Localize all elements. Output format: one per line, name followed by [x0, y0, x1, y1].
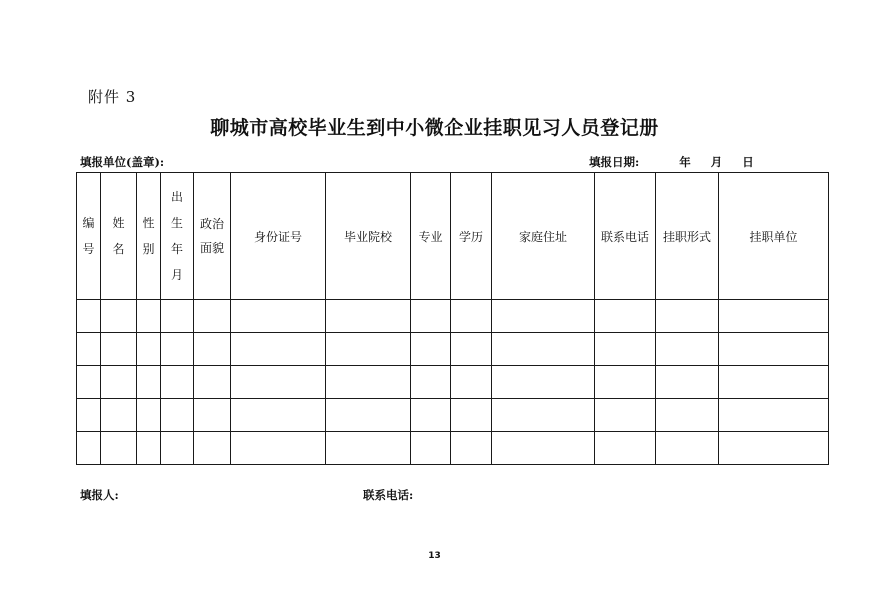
table-cell-major[interactable]	[411, 366, 451, 399]
contact-phone-label: 联系电话:	[363, 488, 414, 502]
table-cell-school[interactable]	[326, 399, 411, 432]
header-education: 学历	[451, 173, 492, 300]
header-major: 专业	[411, 173, 451, 300]
header-phone: 联系电话	[595, 173, 656, 300]
table-row	[77, 432, 829, 465]
register-table	[76, 172, 829, 465]
table-cell-school[interactable]	[326, 366, 411, 399]
table-cell-school[interactable]	[326, 333, 411, 366]
filler-label: 填报人:	[80, 488, 119, 502]
table-cell-address[interactable]	[492, 300, 595, 333]
table-cell-name[interactable]	[101, 366, 137, 399]
page-number: 13	[428, 551, 441, 561]
table-cell-number[interactable]	[77, 399, 101, 432]
attachment-label: 附件 3	[88, 88, 137, 106]
table-cell-gender[interactable]	[137, 333, 161, 366]
table-cell-political_status[interactable]	[194, 399, 231, 432]
fill-date-month: 月	[710, 155, 723, 169]
table-cell-number[interactable]	[77, 300, 101, 333]
header-id-number: 身份证号	[231, 173, 326, 300]
table-cell-address[interactable]	[492, 432, 595, 465]
table-cell-form[interactable]	[656, 333, 719, 366]
table-cell-unit[interactable]	[719, 399, 829, 432]
table-cell-gender[interactable]	[137, 300, 161, 333]
header-label: 出 生 年 月	[170, 190, 183, 282]
fill-date-year: 年	[679, 155, 691, 169]
table-cell-id_number[interactable]	[231, 432, 326, 465]
table-cell-political_status[interactable]	[194, 300, 231, 333]
table-cell-number[interactable]	[77, 333, 101, 366]
table-cell-education[interactable]	[451, 300, 492, 333]
header-form: 挂职形式	[656, 173, 719, 300]
table-row	[77, 399, 829, 432]
table-cell-major[interactable]	[411, 399, 451, 432]
table-cell-gender[interactable]	[137, 366, 161, 399]
table-cell-political_status[interactable]	[194, 366, 231, 399]
table-cell-gender[interactable]	[137, 399, 161, 432]
header-label: 编 号	[82, 216, 95, 256]
table-cell-unit[interactable]	[719, 366, 829, 399]
page-title: 聊城市高校毕业生到中小微企业挂职见习人员登记册	[210, 117, 659, 139]
table-row	[77, 333, 829, 366]
header-political-status	[194, 173, 231, 300]
table-cell-major[interactable]	[411, 300, 451, 333]
fill-unit-label: 填报单位(盖章):	[80, 155, 165, 169]
table-cell-education[interactable]	[451, 333, 492, 366]
table-cell-school[interactable]	[326, 300, 411, 333]
table-cell-name[interactable]	[101, 333, 137, 366]
table-cell-major[interactable]	[411, 333, 451, 366]
table-cell-phone[interactable]	[595, 333, 656, 366]
table-cell-number[interactable]	[77, 432, 101, 465]
table-cell-birth[interactable]	[161, 300, 194, 333]
table-cell-id_number[interactable]	[231, 333, 326, 366]
header-birth	[161, 173, 194, 300]
table-cell-political_status[interactable]	[194, 432, 231, 465]
table-cell-name[interactable]	[101, 399, 137, 432]
table-cell-phone[interactable]	[595, 399, 656, 432]
register-body	[77, 300, 829, 465]
table-cell-address[interactable]	[492, 333, 595, 366]
table-cell-address[interactable]	[492, 366, 595, 399]
table-cell-unit[interactable]	[719, 432, 829, 465]
table-cell-name[interactable]	[101, 300, 137, 333]
fill-date-day: 日	[742, 155, 754, 169]
fill-date	[589, 154, 754, 170]
table-cell-major[interactable]	[411, 432, 451, 465]
table-cell-form[interactable]	[656, 432, 719, 465]
header-label: 姓 名	[112, 216, 125, 256]
header-unit: 挂职单位	[719, 173, 829, 300]
table-cell-number[interactable]	[77, 366, 101, 399]
header-name	[101, 173, 137, 300]
table-cell-phone[interactable]	[595, 366, 656, 399]
table-cell-phone[interactable]	[595, 432, 656, 465]
table-cell-birth[interactable]	[161, 333, 194, 366]
table-cell-unit[interactable]	[719, 300, 829, 333]
header-label: 政治 面貌	[199, 217, 224, 255]
table-cell-name[interactable]	[101, 432, 137, 465]
table-cell-gender[interactable]	[137, 432, 161, 465]
table-cell-unit[interactable]	[719, 333, 829, 366]
table-cell-form[interactable]	[656, 300, 719, 333]
table-row	[77, 366, 829, 399]
table-cell-birth[interactable]	[161, 399, 194, 432]
table-cell-id_number[interactable]	[231, 366, 326, 399]
table-cell-education[interactable]	[451, 432, 492, 465]
table-cell-form[interactable]	[656, 399, 719, 432]
table-cell-id_number[interactable]	[231, 300, 326, 333]
header-address: 家庭住址	[492, 173, 595, 300]
table-cell-form[interactable]	[656, 366, 719, 399]
header-label: 性 别	[142, 216, 155, 256]
header-row	[77, 173, 829, 300]
header-school: 毕业院校	[326, 173, 411, 300]
table-cell-birth[interactable]	[161, 366, 194, 399]
header-gender	[137, 173, 161, 300]
table-cell-address[interactable]	[492, 399, 595, 432]
fill-date-label: 填报日期:	[589, 155, 640, 169]
table-row	[77, 300, 829, 333]
table-cell-phone[interactable]	[595, 300, 656, 333]
table-cell-school[interactable]	[326, 432, 411, 465]
table-cell-education[interactable]	[451, 399, 492, 432]
table-cell-id_number[interactable]	[231, 399, 326, 432]
table-cell-political_status[interactable]	[194, 333, 231, 366]
table-cell-education[interactable]	[451, 366, 492, 399]
table-cell-birth[interactable]	[161, 432, 194, 465]
header-number	[77, 173, 101, 300]
